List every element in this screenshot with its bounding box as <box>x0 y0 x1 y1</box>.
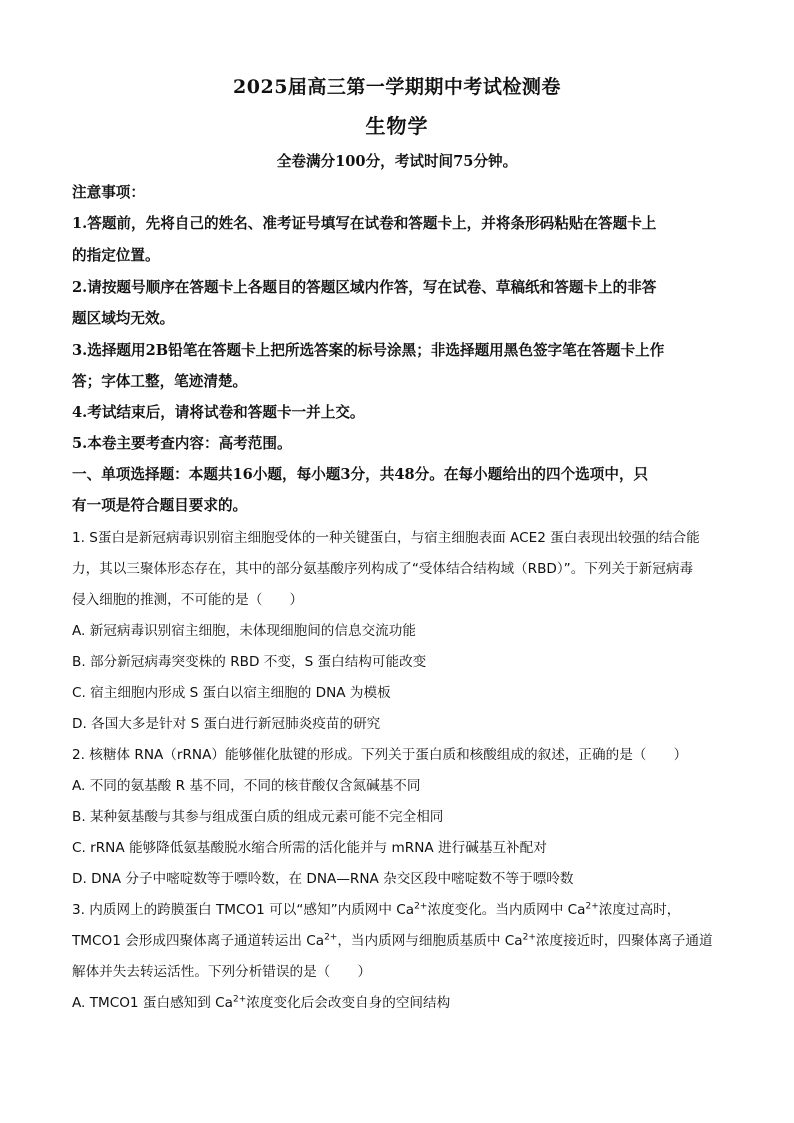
section-heading-line-1: 一、单项选择题：本题共16小题，每小题3分，共48分。在每小题给出的四个选项中，只 <box>72 466 649 483</box>
q3-option-a: A. TMCO1 蛋白感知到 $Ca^{2+}$浓度变化后会改变自身的空间结构 <box>72 994 451 1011</box>
notice-item-1-line-2: 的指定位置。 <box>72 247 160 264</box>
q2-stem: 2. 核糖体 RNA（rRNA）能够催化肽键的形成。下列关于蛋白质和核酸组成的叙述，正确的是（ ） <box>72 747 688 763</box>
exam-info: 全卷满分100分，考试时间75分钟。 <box>276 153 518 170</box>
exam-title: 2025届高三第一学期期中考试检测卷 <box>233 76 561 98</box>
notice-item-2-line-2: 题区域均无效。 <box>72 310 175 327</box>
notice-item-1-line-1: 1.答题前，先将自己的姓名、准考证号填写在试卷和答题卡上，并将条形码粘贴在答题卡上 <box>72 215 657 232</box>
q2-option-b: B. 某种氨基酸与其参与组成蛋白质的组成元素可能不完全相同 <box>72 809 444 825</box>
notice-item-3-line-2: 答；字体工整，笔迹清楚。 <box>72 373 248 390</box>
notice-item-3-line-1: 3.选择题用2B铅笔在答题卡上把所选答案的标号涂黑；非选择题用黑色签字笔在答题卡上作 <box>72 342 665 359</box>
notice-item-2-line-1: 2.请按题号顺序在答题卡上各题目的答题区域内作答，写在试卷、草稿纸和答题卡上的非答 <box>72 279 657 296</box>
q1-option-b: B. 部分新冠病毒突变株的 RBD 不变，S 蛋白结构可能改变 <box>72 654 427 670</box>
q3-stem-line-3: 解体并失去转运活性。下列分析错误的是（ ） <box>72 964 372 980</box>
notice-item-5: 5.本卷主要考查内容：高考范围。 <box>72 435 292 452</box>
q2-option-a: A. 不同的氨基酸 R 基不同，不同的核苷酸仅含氮碱基不同 <box>72 778 421 794</box>
q3-stem-line-2: TMCO1 会形成四聚体离子通道转运出 $Ca^{2+}$，当内质网与细胞质基质中 $Ca^{2+}$浓度接近时，四聚体离子通道 <box>72 932 713 949</box>
q1-stem-line-1: 1. S蛋白是新冠病毒识别宿主细胞受体的一种关键蛋白，与宿主细胞表面 ACE2 蛋白表现出较强的结合能 <box>72 530 700 546</box>
q1-option-d: D. 各国大多是针对 S 蛋白进行新冠肺炎疫苗的研究 <box>72 716 381 732</box>
q2-option-c: C. rRNA 能够降低氨基酸脱水缩合所需的活化能并与 mRNA 进行碱基互补配对 <box>72 840 547 856</box>
q1-option-c: C. 宿主细胞内形成 S 蛋白以宿主细胞的 DNA 为模板 <box>72 685 391 701</box>
q2-option-d: D. DNA 分子中嘧啶数等于嘌呤数，在 DNA—RNA 杂交区段中嘧啶数不等于嘌呤数 <box>72 871 574 887</box>
q1-stem-line-3: 侵入细胞的推测，不可能的是（ ） <box>72 592 304 608</box>
notice-item-4: 4.考试结束后，请将试卷和答题卡一并上交。 <box>72 404 365 421</box>
subject-title: 生物学 <box>365 114 429 138</box>
notice-heading: 注意事项： <box>72 184 145 201</box>
q1-option-a: A. 新冠病毒识别宿主细胞，未体现细胞间的信息交流功能 <box>72 623 416 639</box>
section-heading-line-2: 有一项是符合题目要求的。 <box>72 497 248 514</box>
q3-stem-line-1: 3. 内质网上的跨膜蛋白 TMCO1 可以“感知”内质网中 $Ca^{2+}$浓度变化。当内质网中 $Ca^{2+}$浓度过高时， <box>72 901 681 918</box>
q1-stem-line-2: 力，其以三聚体形态存在，其中的部分氨基酸序列构成了“受体结合结构域（RBD）”。下列关于新冠病毒 <box>72 561 694 577</box>
